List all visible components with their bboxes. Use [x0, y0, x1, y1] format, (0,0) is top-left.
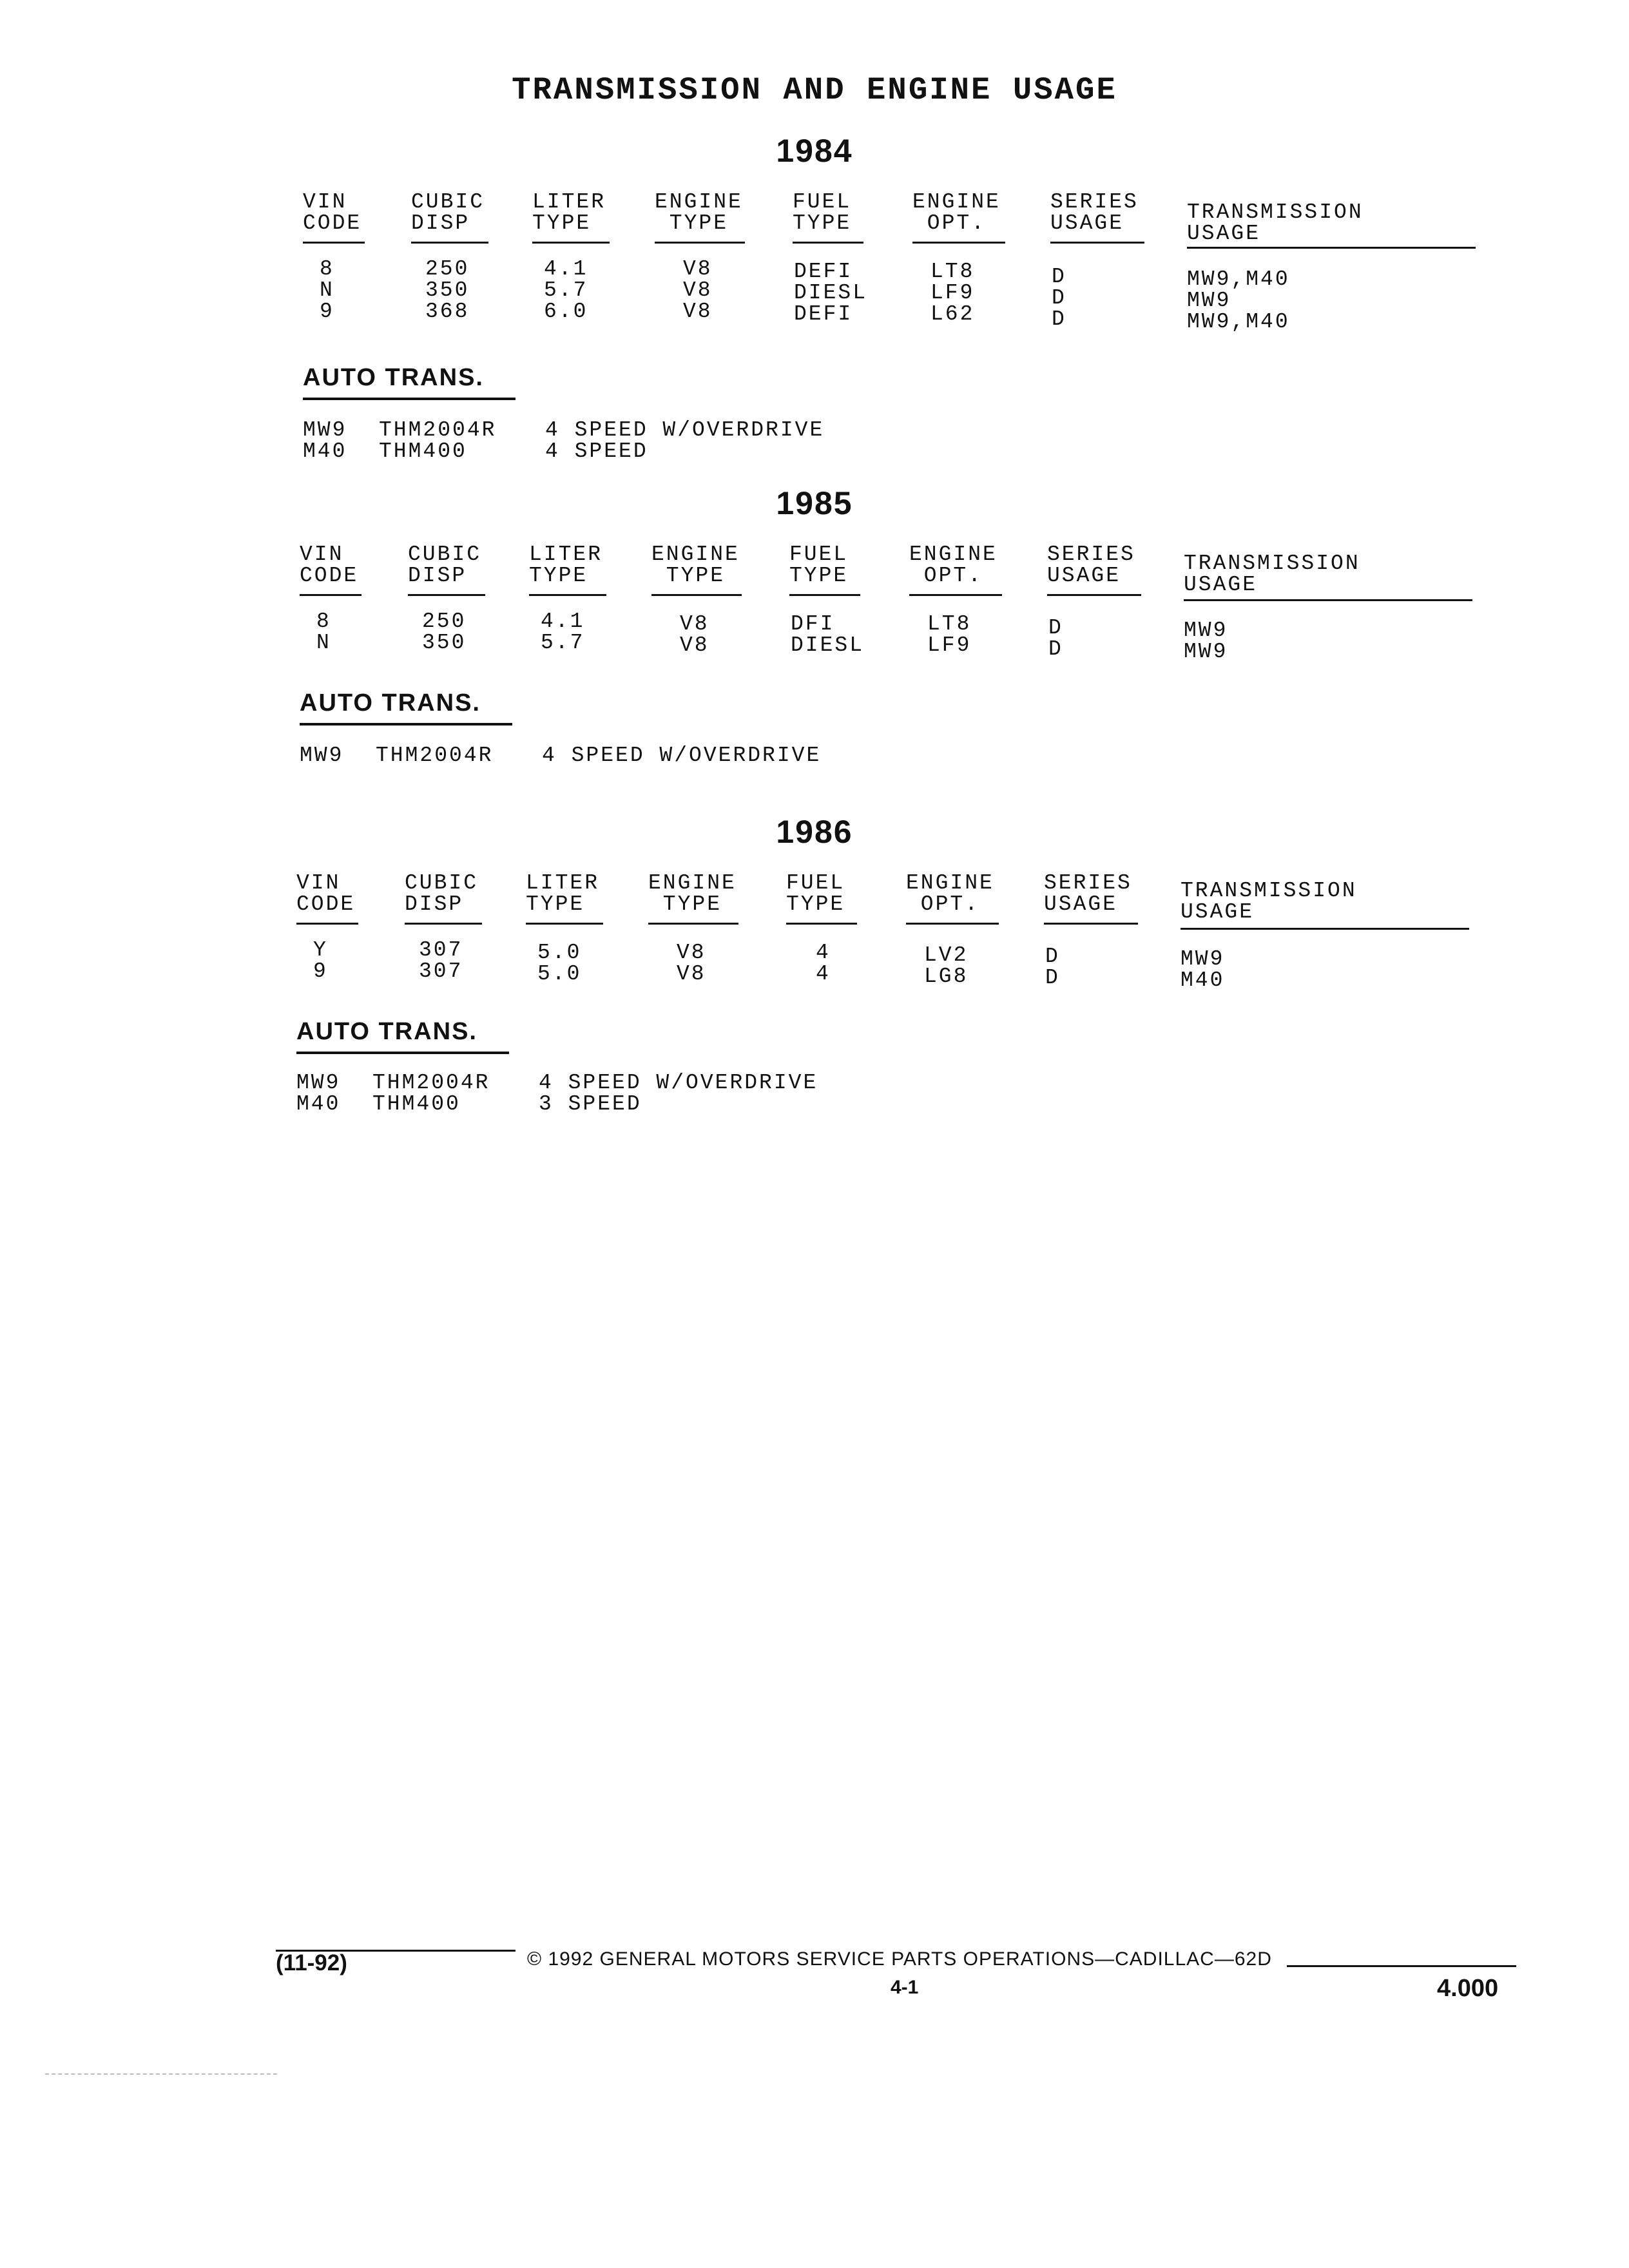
scan-artifact: [45, 2073, 277, 2075]
header-underline: [526, 923, 603, 925]
column-trans: MW9 MW9: [1184, 619, 1228, 664]
header-fuel-type: FUEL TYPE: [789, 543, 849, 588]
header-underline: [405, 923, 482, 925]
header-underline: [1181, 928, 1469, 930]
header-underline: [1187, 247, 1476, 249]
header-transmission-usage: TRANSMISSION USAGE: [1187, 200, 1364, 245]
column-engine: V8 V8: [680, 612, 709, 657]
column-vin: 8 N: [316, 610, 331, 655]
year-heading: 1985: [776, 485, 853, 521]
column-opt: LT8 LF9: [927, 612, 972, 657]
column-opt: LV2 LG8: [924, 943, 969, 988]
header-liter-type: LITER TYPE: [529, 543, 603, 588]
auto-trans-underline: [296, 1052, 509, 1054]
footer-copyright: © 1992 GENERAL MOTORS SERVICE PARTS OPERATIONS—CADILLAC—62D: [527, 1948, 1272, 1970]
header-underline: [1044, 923, 1138, 925]
header-underline: [786, 923, 857, 925]
header-underline: [909, 594, 1002, 596]
header-underline: [1047, 594, 1141, 596]
header-underline: [300, 594, 361, 596]
column-series: D D D: [1052, 265, 1066, 331]
header-vin-code: VIN CODE: [300, 543, 359, 588]
column-trans: MW9,M40 MW9 MW9,M40: [1187, 267, 1290, 334]
header-underline: [296, 923, 358, 925]
header-cubic-disp: CUBIC DISP: [411, 190, 485, 235]
header-engine-opt: ENGINE OPT.: [912, 190, 1001, 235]
column-vin: 8 N 9: [320, 257, 334, 323]
auto-trans-heading: AUTO TRANS.: [296, 1018, 477, 1045]
column-trans: MW9 M40: [1181, 947, 1225, 992]
auto-trans-heading: AUTO TRANS.: [300, 689, 481, 716]
header-underline: [411, 242, 488, 244]
column-cubic: 250 350: [422, 610, 467, 655]
header-series-usage: SERIES USAGE: [1044, 871, 1132, 916]
footer-section-number: 4.000: [1437, 1975, 1499, 2002]
header-underline: [655, 242, 745, 244]
auto-trans-underline: [303, 398, 516, 400]
header-fuel-type: FUEL TYPE: [793, 190, 852, 235]
column-liter: 5.0 5.0: [537, 941, 582, 986]
header-engine-type: ENGINE TYPE: [651, 543, 740, 588]
column-cubic: 307 307: [419, 938, 463, 983]
auto-trans-underline: [300, 723, 512, 726]
auto-trans-heading: AUTO TRANS.: [303, 364, 484, 391]
column-series: D D: [1045, 945, 1060, 990]
column-cubic: 250 350 368: [425, 257, 470, 323]
header-underline: [303, 242, 365, 244]
header-underline: [651, 594, 742, 596]
header-underline: [532, 242, 610, 244]
header-fuel-type: FUEL TYPE: [786, 871, 845, 916]
header-underline: [906, 923, 999, 925]
column-fuel: DEFI DIESL DEFI: [794, 260, 868, 326]
column-engine: V8 V8 V8: [683, 257, 713, 323]
footer-rule-right: [1287, 1965, 1516, 1967]
header-series-usage: SERIES USAGE: [1047, 543, 1135, 588]
header-liter-type: LITER TYPE: [526, 871, 600, 916]
header-vin-code: VIN CODE: [303, 190, 362, 235]
document-page: TRANSMISSION AND ENGINE USAGE 1984 VIN CODE CUBIC DISP LITER TYPE ENGINE TYPE FUEL TYPE ENGINE OPT. SERIES USAGE TRANSMISSION USAGE 8 N 9 250 350 368 4.1 5.7 6.0 V8 V8 V8 DEFI DIESL DEFI LT8 LF9 L62 D D D MW9,M40 MW9 MW9,M40 AUTO TRANS. MW9 THM2004R 4 SPEED W/OVERDRIVE M40 THM400 4 SPEED 1985 VIN CODE CUBIC DISP LITER TYPE ENGINE TYPE FUEL TYPE ENGINE OPT. SERIES USAGE TRANSMISSION USAGE 8 N 250 350 4.1 5.7 V8 V8 DFI DIESL LT8 LF9 D D MW9 MW9 AUTO TRANS. MW9 THM2004R 4 SPEED W/OVERDRIVE 1986 VIN CODE CUBIC DISP LITER TYPE ENGINE TYPE FUEL TYPE ENGINE OPT. SERIES USAGE TRANSMISSION USAGE Y 9 307 307 5.0 5.0 V8 V8 4 4 LV2 LG8 D D MW9 M40 AUTO TRANS. MW9 THM2004R 4 SPEED W/OVERDRIVE M40 THM400 3 SPEED (11-92) © 1992 GENERAL MOTORS SERVICE PARTS OPERATIONS—CADILLAC—62D 4-1 4.000: [0, 0, 1629, 2268]
header-underline: [793, 242, 863, 244]
header-transmission-usage: TRANSMISSION USAGE: [1181, 879, 1357, 924]
header-engine-opt: ENGINE OPT.: [909, 543, 998, 588]
page-title: TRANSMISSION AND ENGINE USAGE: [512, 72, 1117, 108]
header-underline: [529, 594, 606, 596]
year-heading: 1986: [776, 814, 853, 850]
column-series: D D: [1048, 616, 1063, 661]
header-transmission-usage: TRANSMISSION USAGE: [1184, 552, 1360, 597]
header-underline: [408, 594, 485, 596]
header-series-usage: SERIES USAGE: [1050, 190, 1139, 235]
header-engine-type: ENGINE TYPE: [655, 190, 743, 235]
header-underline: [1050, 242, 1144, 244]
header-underline: [789, 594, 860, 596]
column-opt: LT8 LF9 L62: [930, 260, 975, 326]
column-fuel: 4 4: [816, 941, 831, 986]
header-engine-opt: ENGINE OPT.: [906, 871, 994, 916]
header-liter-type: LITER TYPE: [532, 190, 606, 235]
header-underline: [648, 923, 738, 925]
column-liter: 4.1 5.7 6.0: [544, 257, 588, 323]
footer-revision-date: (11-92): [276, 1950, 347, 1975]
column-vin: Y 9: [313, 938, 328, 983]
column-engine: V8 V8: [677, 941, 706, 986]
header-cubic-disp: CUBIC DISP: [405, 871, 479, 916]
column-liter: 4.1 5.7: [541, 610, 585, 655]
footer-page-number: 4-1: [891, 1977, 919, 1998]
header-engine-type: ENGINE TYPE: [648, 871, 737, 916]
header-cubic-disp: CUBIC DISP: [408, 543, 482, 588]
header-vin-code: VIN CODE: [296, 871, 356, 916]
header-underline: [912, 242, 1005, 244]
year-heading: 1984: [776, 133, 853, 169]
column-fuel: DFI DIESL: [791, 612, 865, 657]
header-underline: [1184, 599, 1472, 601]
